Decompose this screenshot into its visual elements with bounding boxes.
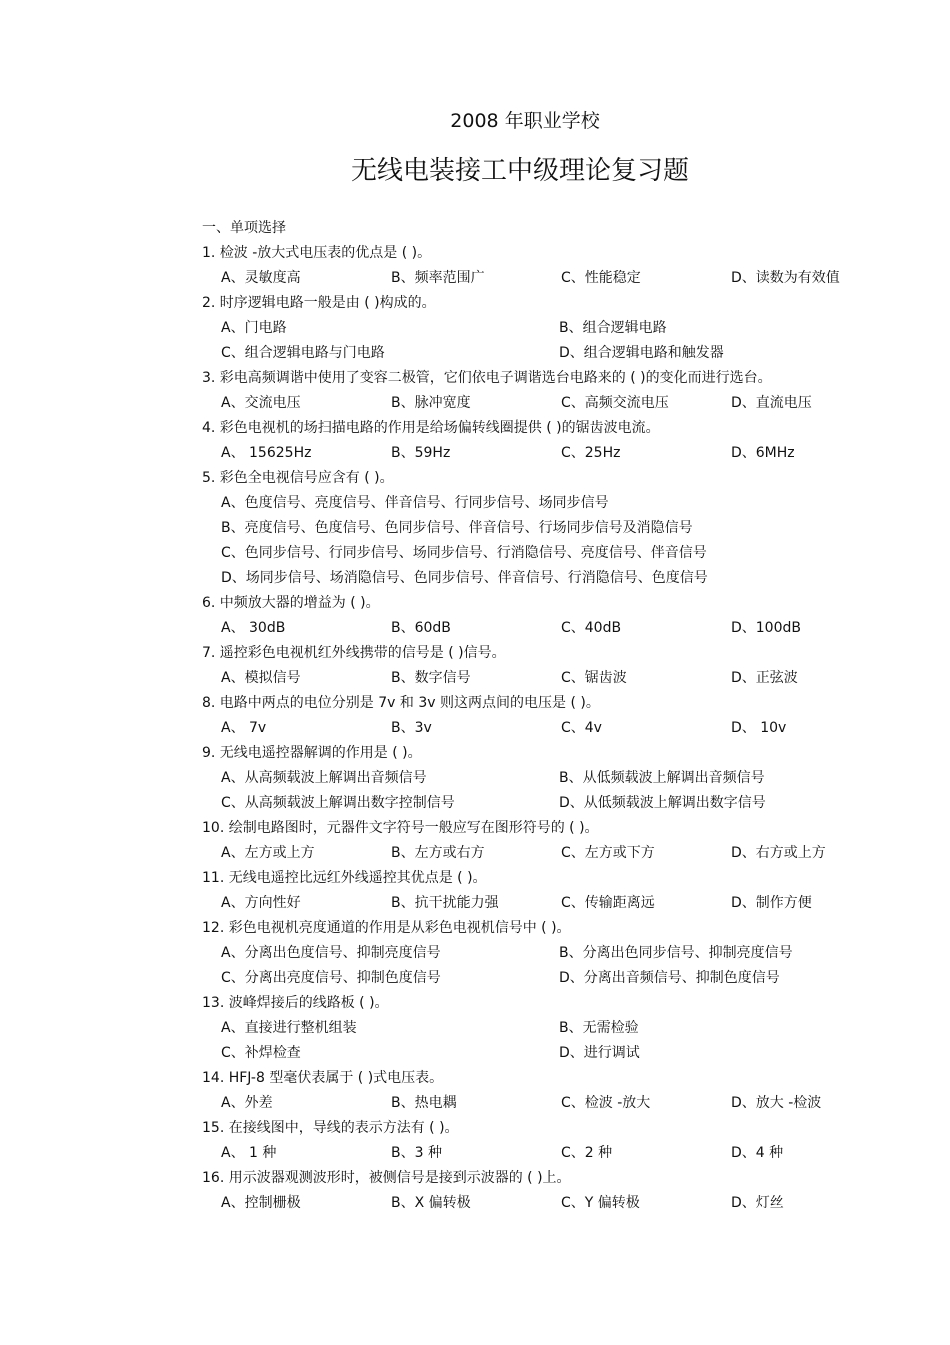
option-b: B、抗干扰能力强 [391,895,499,911]
option-d: D、制作方便 [731,895,812,911]
option-d: D、右方或上方 [731,845,826,861]
option-a: A、门电路 [221,320,287,336]
option-a: A、分离出色度信号、抑制亮度信号 [221,945,441,961]
option-d: D、进行调试 [559,1045,640,1061]
section-heading: 一、单项选择 [202,220,286,236]
option-d: D、100dB [731,620,801,636]
option-c: C、高频交流电压 [561,395,669,411]
options-1 [202,267,852,292]
question-15: 15. 在接线图中，导线的表示方法有 ( )。 [202,1120,459,1136]
option-a: A、灵敏度高 [221,270,301,286]
options-10 [202,842,852,867]
option-a: A、交流电压 [221,395,301,411]
question-6: 6. 中频放大器的增益为 ( )。 [202,595,380,611]
question-10: 10. 绘制电路图时，元器件文字符号一般应写在图形符号的 ( )。 [202,820,599,836]
option-b: B、3v [391,720,432,736]
option-b: B、频率范围广 [391,270,485,286]
option-b: B、左方或右方 [391,845,485,861]
option-a: A、 15625Hz [221,445,312,461]
option-d: D、场同步信号、场消隐信号、色同步信号、伴音信号、行消隐信号、色度信号 [221,570,708,586]
question-list [202,217,852,1217]
question-12: 12. 彩色电视机亮度通道的作用是从彩色电视机信号中 ( )。 [202,920,571,936]
option-d: D、4 种 [731,1145,784,1161]
option-b: B、亮度信号、色度信号、色同步信号、伴音信号、行场同步信号及消隐信号 [221,520,693,536]
option-c: C、左方或下方 [561,845,655,861]
option-c: C、2 种 [561,1145,613,1161]
option-a: A、 7v [221,720,267,736]
option-a: A、外差 [221,1095,273,1111]
question-11: 11. 无线电遥控比远红外线遥控其优点是 ( )。 [202,870,487,886]
document-title: 无线电装接工中级理论复习题 [350,156,689,186]
option-d: D、直流电压 [731,395,812,411]
option-a: A、模拟信号 [221,670,301,686]
question-5: 5. 彩色全电视信号应含有 ( )。 [202,470,394,486]
question-2: 2. 时序逻辑电路一般是由 ( )构成的。 [202,295,436,311]
option-a: A、方向性好 [221,895,301,911]
options-2-row1 [202,317,852,342]
option-a: A、从高频载波上解调出音频信号 [221,770,427,786]
option-c: C、Y 偏转极 [561,1195,640,1211]
options-14 [202,1092,852,1117]
options-7 [202,667,852,692]
question-8: 8. 电路中两点的电位分别是 7v 和 3v 则这两点间的电压是 ( )。 [202,695,600,711]
question-9: 9. 无线电遥控器解调的作用是 ( )。 [202,745,422,761]
option-d: D、6MHz [731,445,795,461]
option-b: B、从低频载波上解调出音频信号 [559,770,765,786]
options-15 [202,1142,852,1167]
options-9-row2 [202,792,852,817]
option-b: B、分离出色同步信号、抑制亮度信号 [559,945,793,961]
options-11 [202,892,852,917]
question-3: 3. 彩电高频调谐中使用了变容二极管，它们依电子调谐选台电路来的 ( )的变化而进行选台。 [202,370,772,386]
option-a: A、控制栅极 [221,1195,301,1211]
options-13-row2 [202,1042,852,1067]
option-d: D、组合逻辑电路和触发器 [559,345,724,361]
option-b: B、数字信号 [391,670,471,686]
options-8 [202,717,852,742]
option-b: B、3 种 [391,1145,442,1161]
options-2-row2 [202,342,852,367]
option-d: D、从低频载波上解调出数字信号 [559,795,766,811]
question-13: 13. 波峰焊接后的线路板 ( )。 [202,995,389,1011]
option-a: A、 30dB [221,620,286,636]
option-b: B、60dB [391,620,451,636]
option-c: C、色同步信号、行同步信号、场同步信号、行消隐信号、亮度信号、伴音信号 [221,545,707,561]
options-12-row2 [202,967,852,992]
options-13-row1 [202,1017,852,1042]
option-c: C、补焊检查 [221,1045,301,1061]
option-b: B、X 偏转极 [391,1195,471,1211]
document-subtitle: 2008 年职业学校 [450,110,600,132]
option-c: C、4v [561,720,602,736]
option-b: B、热电耦 [391,1095,457,1111]
question-14: 14. HFJ-8 型毫伏表属于 ( )式电压表。 [202,1070,444,1086]
option-d: D、放大 -检波 [731,1095,822,1111]
question-7: 7. 遥控彩色电视机红外线携带的信号是 ( )信号。 [202,645,506,661]
option-c: C、40dB [561,620,622,636]
question-4: 4. 彩色电视机的场扫描电路的作用是给场偏转线圈提供 ( )的锯齿波电流。 [202,420,660,436]
option-a: A、色度信号、亮度信号、伴音信号、行同步信号、场同步信号 [221,495,609,511]
option-b: B、脉冲宽度 [391,395,471,411]
option-d: D、分离出音频信号、抑制色度信号 [559,970,780,986]
option-b: B、59Hz [391,445,451,461]
options-16 [202,1192,852,1217]
option-c: C、检波 -放大 [561,1095,651,1111]
option-c: C、性能稳定 [561,270,641,286]
question-16: 16. 用示波器观测波形时，被侧信号是接到示波器的 ( )上。 [202,1170,571,1186]
options-6 [202,617,852,642]
question-1: 1. 检波 -放大式电压表的优点是 ( )。 [202,245,432,261]
option-b: B、组合逻辑电路 [559,320,667,336]
option-b: B、无需检验 [559,1020,639,1036]
option-d: D、读数为有效值 [731,270,840,286]
option-a: A、左方或上方 [221,845,315,861]
option-d: D、灯丝 [731,1195,784,1211]
option-c: C、锯齿波 [561,670,627,686]
option-c: C、传输距离远 [561,895,655,911]
option-a: A、直接进行整机组装 [221,1020,357,1036]
option-c: C、分离出亮度信号、抑制色度信号 [221,970,441,986]
options-4 [202,442,852,467]
option-a: A、 1 种 [221,1145,277,1161]
options-9-row1 [202,767,852,792]
option-c: C、组合逻辑电路与门电路 [221,345,385,361]
options-12-row1 [202,942,852,967]
option-d: D、 10v [731,720,787,736]
option-c: C、从高频载波上解调出数字控制信号 [221,795,455,811]
option-d: D、正弦波 [731,670,798,686]
option-c: C、25Hz [561,445,621,461]
options-3 [202,392,852,417]
